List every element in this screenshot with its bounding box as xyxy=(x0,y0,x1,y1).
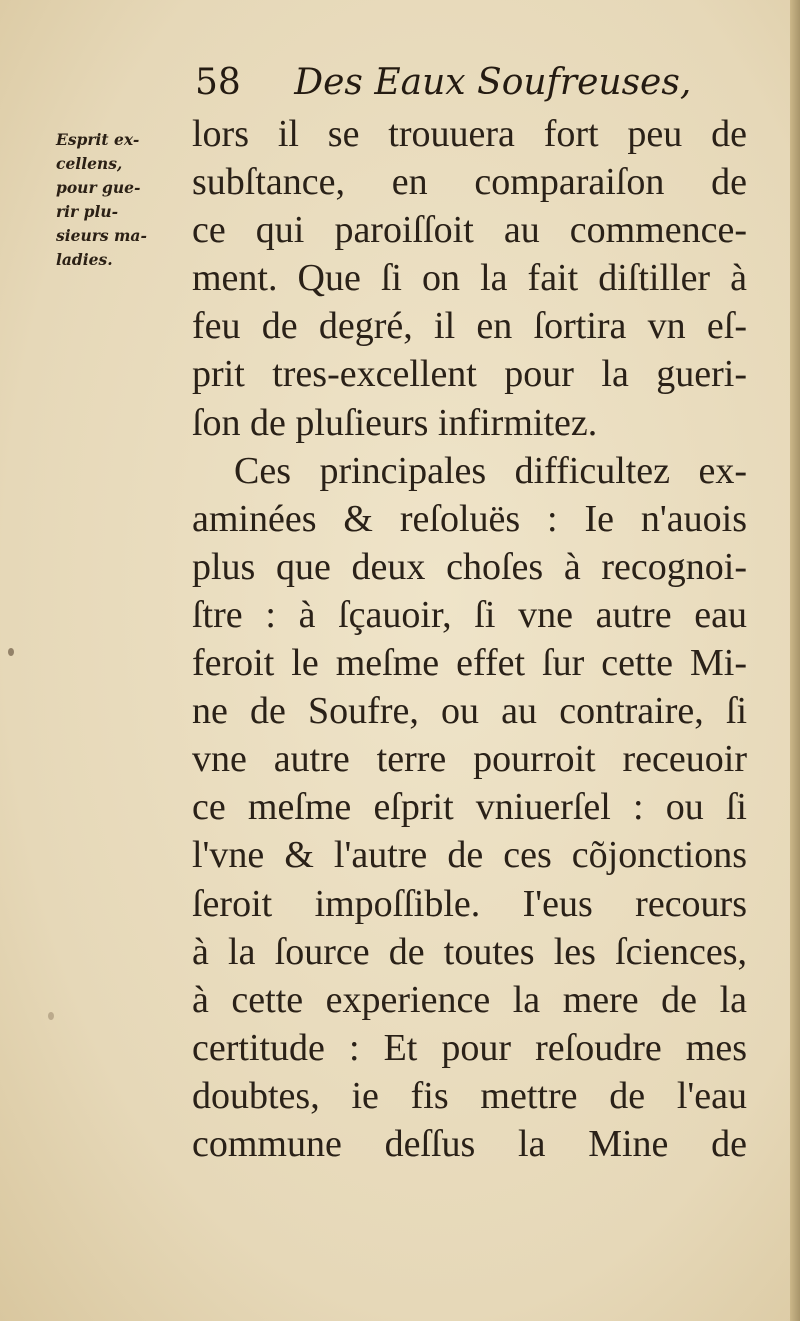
text-line: commune deſſus la Mine de xyxy=(192,1122,747,1165)
text-line: plus que deux choſes à recognoi- xyxy=(192,545,747,588)
text-line: ce meſme eſprit vniuerſel : ou ſi xyxy=(192,786,747,829)
text-line: certitude : Et pour reſoudre mes xyxy=(192,1026,747,1069)
text-line: ſeroit impoſſible. I'eus recours xyxy=(192,882,747,925)
main-text-block xyxy=(192,110,747,1168)
text-line: feu de degré, il en ſortira vn eſ- xyxy=(192,305,747,348)
text-line: ment. Que ſi on la fait diſtiller à xyxy=(192,257,747,300)
marginal-note-line: Esprit ex- xyxy=(56,130,140,149)
text-line: ſon de pluſieurs infirmitez. xyxy=(192,401,598,444)
text-line: ne de Soufre, ou au contraire, ſi xyxy=(192,690,747,733)
running-head xyxy=(195,62,691,103)
page-edge xyxy=(790,0,800,1321)
marginal-note-line: pour gue- xyxy=(56,178,141,197)
ink-blot xyxy=(48,1012,54,1020)
text-line: feroit le meſme effet ſur cette Mi- xyxy=(192,642,747,685)
text-line: lors il se trouuera fort peu de xyxy=(192,113,747,155)
text-line: à la ſource de toutes les ſciences, xyxy=(192,930,747,973)
running-title: Des Eaux Soufreuses, xyxy=(294,62,692,103)
marginal-note-line: sieurs ma- xyxy=(56,226,147,245)
marginal-note-line: rir plu- xyxy=(56,202,119,221)
text-line: subſtance, en comparaiſon de xyxy=(192,161,747,204)
marginal-note-line: cellens, xyxy=(56,154,123,173)
text-line: doubtes, ie fis mettre de l'eau xyxy=(192,1074,747,1117)
text-line: aminées & reſoluës : Ie n'auois xyxy=(192,497,747,540)
text-line: l'vne & l'autre de ces cõjonctions xyxy=(192,834,747,877)
marginal-note-line: ladies. xyxy=(56,250,113,269)
paragraph-first-line: Ces principales difficultez ex- xyxy=(234,449,747,492)
marginal-note xyxy=(56,128,188,272)
ink-blot xyxy=(8,648,14,656)
page-number: 58 xyxy=(195,62,241,103)
text-line: prit tres-excellent pour la gueri- xyxy=(192,353,747,396)
text-line: à cette experience la mere de la xyxy=(192,978,747,1021)
text-line: ce qui paroiſſoit au commence- xyxy=(192,209,747,252)
text-line: ſtre : à ſçauoir, ſi vne autre eau xyxy=(192,593,747,636)
text-line: vne autre terre pourroit receuoir xyxy=(192,738,747,781)
